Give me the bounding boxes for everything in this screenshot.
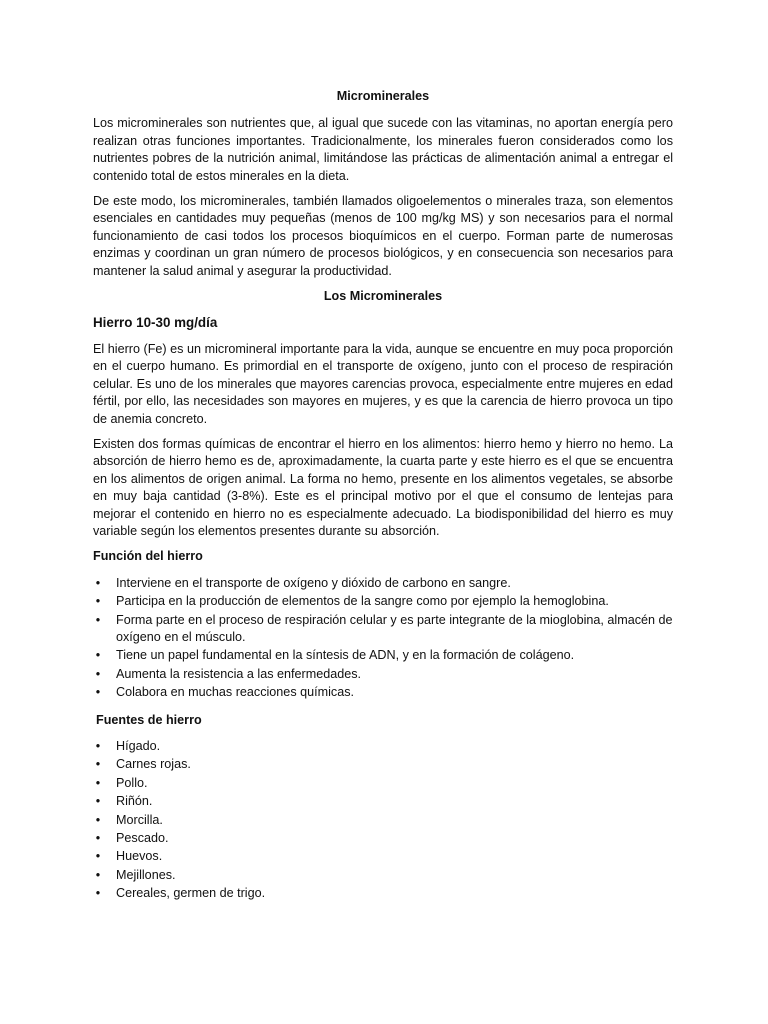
- list-item: [93, 793, 673, 810]
- list-item: [93, 612, 673, 647]
- list-item: [93, 775, 673, 792]
- intro-paragraph-2: De este modo, los microminerales, también llamados oligoelementos o minerales traza, son elementos esenciales en cantidades muy pequeñas (menos de 100 mg/kg MS) y son necesarios para el normal funcionamiento de casi todos los procesos bioquímicos en el cuerpo. Forman parte de numerosas enzimas y coordinan un gran número de procesos biológicos, y en consecuencia son necesarios para mantener la salud animal y asegurar la productividad.: [93, 194, 673, 278]
- list-item: [93, 647, 673, 664]
- document-title: Microminerales: [336, 89, 430, 103]
- bullet-icon: •: [95, 575, 101, 590]
- sources-heading: Fuentes de hierro: [96, 712, 202, 727]
- document-page: [93, 88, 673, 913]
- list-item: [93, 575, 673, 592]
- bullet-icon: •: [95, 594, 101, 609]
- bullet-icon: •: [95, 812, 101, 827]
- sources-list: [93, 738, 673, 903]
- list-item-text: Riñón.: [116, 794, 153, 809]
- list-item: [93, 867, 673, 884]
- list-item: [93, 848, 673, 865]
- bullet-icon: •: [95, 757, 101, 772]
- intro-paragraph-1: Los microminerales son nutrientes que, al igual que sucede con las vitaminas, no aportan energía pero realizan otras funciones importantes. Tradicionalmente, los minerales fueron considerados como los nutrientes pobres de la nutrición animal, limitándose las prácticas de alimentación animal a entregar el contenido total de estos minerales en la dieta.: [93, 116, 673, 183]
- bullet-icon: •: [95, 739, 101, 753]
- iron-paragraph-1: El hierro (Fe) es un micromineral importante para la vida, aunque se encuentre en muy poca proporción en el cuerpo humano. Es primordial en el transporte de oxígeno, junto con el proceso de respiración celular. Es uno de los minerales que mayores carencias provoca, especialmente entre mujeres en edad fértil, por ello, las necesidades son mayores en mujeres, y es que la carencia de hierro provoca un tipo de anemia concreto.: [93, 341, 673, 426]
- bullet-icon: •: [95, 685, 101, 700]
- iron-paragraph-2: Existen dos formas químicas de encontrar el hierro en los alimentos: hierro hemo y hierro no hemo. La absorción de hierro hemo es de, aproximadamente, la cuarta parte y este hierro es el que se encuentra en los alimentos de origen animal. La forma no hemo, presente en los alimentos vegetales, se absorbe en muy baja cantidad (3-8%). Este es el principal motivo por el que el consumo de lentejas para mejorar el contenido en hierro no es especialmente adecuado. La biodisponibilidad del hierro es muy variable según los elementos presentes durante su absorción.: [93, 436, 673, 538]
- bullet-icon: •: [95, 886, 101, 901]
- list-item-text: Forma parte en el proceso de respiración celular y es parte integrante de la mioglobina, almacén de oxígeno en el músculo.: [116, 612, 673, 644]
- list-item: [93, 885, 673, 902]
- list-item: [93, 593, 673, 610]
- list-item-text: Carnes rojas.: [116, 757, 191, 772]
- list-item-text: Interviene en el transporte de oxígeno y dióxido de carbono en sangre.: [116, 575, 511, 590]
- bullet-icon: •: [95, 775, 101, 790]
- list-item: [93, 830, 673, 847]
- list-item-text: Pollo.: [116, 775, 148, 790]
- function-list: [93, 575, 673, 702]
- bullet-icon: •: [95, 666, 101, 681]
- bullet-icon: •: [95, 867, 101, 882]
- list-item: [93, 666, 673, 683]
- list-item-text: Colabora en muchas reacciones químicas.: [116, 685, 355, 700]
- list-item-text: Tiene un papel fundamental en la síntesis de ADN, y en la formación de colágeno.: [116, 648, 575, 663]
- bullet-icon: •: [95, 648, 101, 663]
- bullet-icon: •: [95, 612, 101, 627]
- bullet-icon: •: [95, 794, 101, 809]
- list-item-text: Morcilla.: [116, 812, 163, 827]
- list-item-text: Participa en la producción de elementos de la sangre como por ejemplo la hemoglobina.: [116, 594, 609, 609]
- list-item: [93, 738, 673, 755]
- list-item: [93, 812, 673, 829]
- function-heading: Función del hierro: [93, 549, 203, 564]
- list-item-text: Huevos.: [116, 849, 163, 864]
- section-subtitle: Los Microminerales: [323, 289, 443, 304]
- list-item-text: Aumenta la resistencia a las enfermedades.: [116, 666, 362, 681]
- list-item-text: Cereales, germen de trigo.: [116, 886, 266, 901]
- bullet-icon: •: [95, 831, 101, 846]
- list-item-text: Mejillones.: [116, 867, 176, 882]
- list-item-text: Pescado.: [116, 831, 169, 846]
- list-item: [93, 756, 673, 773]
- iron-heading: Hierro 10-30 mg/día: [93, 315, 218, 331]
- list-item: [93, 684, 673, 701]
- bullet-icon: •: [95, 849, 101, 864]
- list-item-text: Hígado.: [116, 739, 161, 753]
